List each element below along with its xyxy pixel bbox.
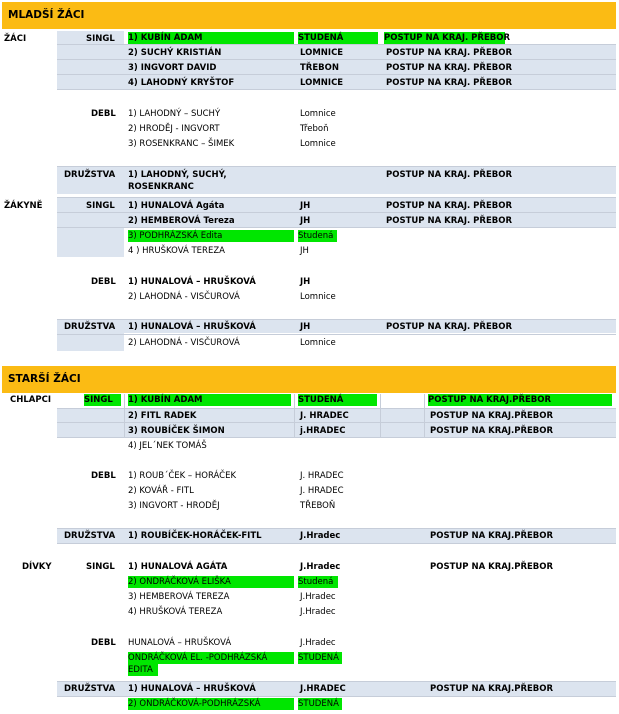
player-name: 2) SUCHÝ KRISTIÁN	[128, 48, 222, 58]
row-divider	[57, 681, 616, 682]
club-name: LOMNICE	[300, 48, 344, 58]
team-name: 2) LAHODNÁ - VISČUROVÁ	[128, 338, 240, 348]
pair-name: ONDRÁČKOVÁ EL. -PODHRÁZSKÁ	[128, 652, 294, 664]
club-name: Lomnice	[300, 139, 336, 149]
club-name: STUDENÁ	[298, 394, 377, 406]
group-label: ŽÁKYNĚ	[4, 201, 43, 211]
team-name: ROSENKRANC	[128, 182, 194, 192]
pair-name: EDITA	[128, 664, 158, 676]
qualification-note: POSTUP NA KRAJ. PŘEBOR	[386, 78, 513, 88]
player-name: 3) PODHRÁZSKÁ Edita	[128, 230, 294, 242]
category-label: DRUŽSTVA	[64, 531, 116, 541]
club-name: TŘEBOŇ	[300, 501, 336, 511]
club-name: J. HRADEC	[300, 486, 344, 496]
club-name: STUDENÁ	[298, 32, 378, 44]
club-name: J. HRADEC	[300, 471, 344, 481]
category-label: SINGL	[84, 394, 121, 406]
club-name: JH	[300, 322, 311, 332]
pair-name: 1) LAHODNÝ – SUCHÝ	[128, 109, 221, 119]
club-name: J.Hradec	[300, 638, 336, 648]
qualification-note: POSTUP NA KRAJ. PŘEBOR	[386, 201, 513, 211]
column-divider	[380, 394, 381, 437]
club-name: JH	[300, 216, 311, 226]
section-header-mladsi	[2, 2, 616, 29]
club-name: Studená	[298, 230, 337, 242]
club-name: Lomnice	[300, 292, 336, 302]
team-name: 2) ONDRÁČKOVÁ-PODHRÁZSKÁ	[128, 698, 294, 710]
category-label: DEBL	[91, 277, 116, 287]
club-name: STUDENÁ	[298, 652, 342, 664]
category-label: DRUŽSTVA	[64, 684, 116, 694]
pair-name: 1) ROUB´ČEK – HORÁČEK	[128, 471, 237, 481]
team-name: 1) HUNALOVÁ – HRUŠKOVÁ	[128, 684, 256, 694]
qualification-note: POSTUP NA KRAJ. PŘEBOR	[386, 48, 513, 58]
club-name: Lomnice	[300, 338, 336, 348]
qualification-note: POSTUP NA KRAJ. PŘEBOR	[384, 33, 511, 43]
category-label: DRUŽSTVA	[64, 170, 116, 180]
qualification-note: POSTUP NA KRAJ. PŘEBOR	[386, 216, 513, 226]
category-label: DEBL	[91, 109, 116, 119]
club-name: JH	[300, 277, 311, 287]
player-name: 4) JEL´NEK TOMÁŠ	[128, 441, 207, 451]
club-name: TŘEBON	[300, 63, 339, 73]
pair-name: 2) LAHODNÁ - VISČUROVÁ	[128, 292, 240, 302]
player-name: 4) HRUŠKOVÁ TEREZA	[128, 607, 223, 617]
club-name: Třeboň	[300, 124, 329, 134]
player-name: 1) KUBÍN ADAM	[128, 394, 291, 406]
row-divider	[57, 197, 616, 198]
group-label: DÍVKY	[22, 562, 52, 572]
section-title: MLADŠÍ ŽÁCI	[8, 9, 85, 21]
club-name: LOMNICE	[300, 78, 344, 88]
team-name: 1) LAHODNÝ, SUCHÝ,	[128, 170, 227, 180]
club-name: JH	[300, 201, 311, 211]
row-divider	[57, 74, 616, 75]
team-name: 1) HUNALOVÁ – HRUŠKOVÁ	[128, 322, 256, 332]
row-divider	[57, 44, 616, 45]
club-name: J.Hradec	[300, 592, 336, 602]
club-name: STUDENÁ	[298, 698, 342, 710]
category-label: SINGL	[86, 201, 115, 211]
pair-name: 2) KOVÁŘ - FITL	[128, 486, 194, 496]
qualification-note: POSTUP NA KRAJ.PŘEBOR	[428, 394, 612, 406]
qualification-note: POSTUP NA KRAJ.PŘEBOR	[430, 562, 554, 572]
club-name: Studená	[298, 576, 338, 588]
qualification-note: POSTUP NA KRAJ. PŘEBOR	[386, 170, 513, 180]
row-divider	[57, 696, 616, 697]
category-label: DEBL	[91, 471, 116, 481]
row-divider	[57, 528, 616, 529]
row-divider	[57, 543, 616, 544]
player-name: 4 ) HRUŠKOVÁ TEREZA	[128, 246, 225, 256]
pair-name: 1) HUNALOVÁ – HRUŠKOVÁ	[128, 277, 256, 287]
row-divider	[57, 59, 616, 60]
column-divider	[424, 394, 425, 437]
qualification-note: POSTUP NA KRAJ.PŘEBOR	[430, 531, 554, 541]
club-name: J.HRADEC	[300, 684, 346, 694]
qualification-note: POSTUP NA KRAJ.PŘEBOR	[430, 426, 554, 436]
group-label: CHLAPCI	[10, 395, 51, 405]
category-label: SINGL	[86, 562, 115, 572]
player-name: 2) ONDRÁČKOVÁ ELIŠKA	[128, 576, 294, 588]
row-divider	[57, 227, 616, 228]
player-name: 4) LAHODNÝ KRYŠTOF	[128, 78, 235, 88]
pair-name: 3) INGVORT - HRODĚJ	[128, 501, 220, 511]
team-name: 1) ROUBÍČEK-HORÁČEK-FITL	[128, 531, 262, 541]
qualification-note: POSTUP NA KRAJ.PŘEBOR	[430, 411, 554, 421]
player-name: 1) HUNALOVÁ Agáta	[128, 201, 225, 211]
player-name: 1) HUNALOVÁ AGÁTA	[128, 562, 228, 572]
section-title: STARŠÍ ŽÁCI	[8, 373, 81, 385]
row-divider	[57, 422, 616, 423]
label-shade	[57, 333, 124, 351]
player-name: 3) HEMBEROVÁ TEREZA	[128, 592, 230, 602]
section-header-starsi	[2, 366, 616, 393]
row-divider	[57, 89, 616, 90]
row-divider	[57, 319, 616, 320]
club-name: J. HRADEC	[300, 411, 349, 421]
player-name: 2) HEMBEROVÁ Tereza	[128, 216, 235, 226]
row-divider	[57, 437, 616, 438]
qualification-note: POSTUP NA KRAJ. PŘEBOR	[386, 322, 513, 332]
player-name: 3) ROUBÍČEK ŠIMON	[128, 426, 225, 436]
club-name: J.Hradec	[300, 531, 341, 541]
player-name: 1) KUBÍN ADAM	[128, 32, 294, 44]
qualification-note: POSTUP NA KRAJ.PŘEBOR	[430, 684, 554, 694]
row-divider	[57, 166, 616, 167]
club-name: J.Hradec	[300, 607, 336, 617]
pair-name: 2) HRODĚJ - INGVORT	[128, 124, 220, 134]
pair-name: HUNALOVÁ – HRUŠKOVÁ	[128, 638, 232, 648]
group-label: ŽÁCI	[4, 34, 27, 44]
player-name: 2) FITL RADEK	[128, 411, 197, 421]
column-divider	[294, 394, 295, 437]
qualification-note: POSTUP NA KRAJ. PŘEBOR	[386, 63, 513, 73]
club-name: J.Hradec	[300, 562, 341, 572]
row-divider	[57, 334, 616, 335]
row-divider	[57, 408, 616, 409]
column-divider	[124, 394, 125, 437]
row-divider	[57, 212, 616, 213]
club-name: Lomnice	[300, 109, 336, 119]
club-name: JH	[300, 246, 309, 256]
pair-name: 3) ROSENKRANC – ŠIMEK	[128, 139, 235, 149]
category-label: DEBL	[91, 638, 116, 648]
category-label: DRUŽSTVA	[64, 322, 116, 332]
player-name: 3) INGVORT DAVID	[128, 63, 217, 73]
category-label: SINGL	[86, 34, 115, 44]
club-name: j.HRADEC	[300, 426, 346, 436]
